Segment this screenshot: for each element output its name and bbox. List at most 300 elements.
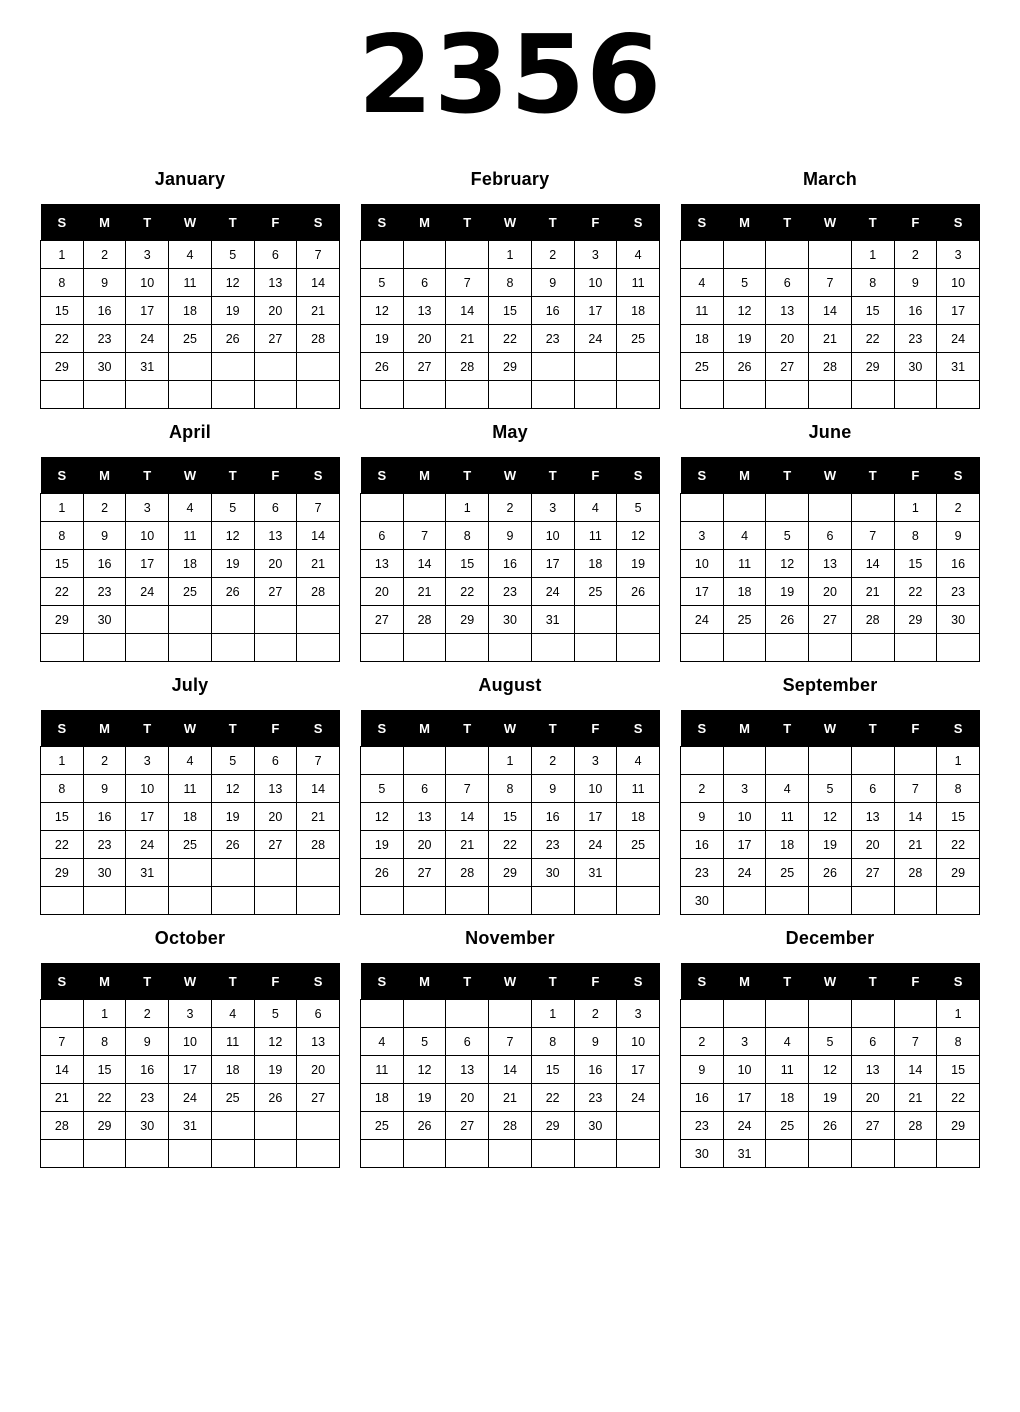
day-cell[interactable]: 25 — [169, 831, 212, 859]
day-cell[interactable]: 18 — [681, 325, 724, 353]
day-cell[interactable]: 7 — [297, 747, 340, 775]
day-cell[interactable]: 8 — [83, 1028, 126, 1056]
day-cell[interactable]: 24 — [126, 831, 169, 859]
day-cell[interactable]: 17 — [574, 297, 617, 325]
day-cell[interactable]: 9 — [681, 1056, 724, 1084]
day-cell[interactable]: 25 — [723, 606, 766, 634]
day-cell[interactable]: 25 — [361, 1112, 404, 1140]
day-cell[interactable]: 6 — [766, 269, 809, 297]
day-cell[interactable]: 11 — [766, 803, 809, 831]
day-cell[interactable]: 16 — [489, 550, 532, 578]
day-cell[interactable]: 11 — [766, 1056, 809, 1084]
day-cell[interactable]: 19 — [361, 831, 404, 859]
day-cell[interactable]: 1 — [851, 241, 894, 269]
day-cell[interactable]: 2 — [126, 1000, 169, 1028]
day-cell[interactable]: 22 — [41, 831, 84, 859]
day-cell[interactable]: 1 — [446, 494, 489, 522]
day-cell[interactable]: 10 — [531, 522, 574, 550]
day-cell[interactable]: 13 — [766, 297, 809, 325]
day-cell[interactable]: 18 — [574, 550, 617, 578]
day-cell[interactable]: 22 — [446, 578, 489, 606]
day-cell[interactable]: 30 — [681, 1140, 724, 1168]
day-cell[interactable]: 13 — [446, 1056, 489, 1084]
day-cell[interactable]: 9 — [894, 269, 937, 297]
day-cell[interactable]: 26 — [361, 859, 404, 887]
day-cell[interactable]: 18 — [617, 803, 660, 831]
day-cell[interactable]: 13 — [851, 1056, 894, 1084]
day-cell[interactable]: 19 — [617, 550, 660, 578]
day-cell[interactable]: 17 — [681, 578, 724, 606]
day-cell[interactable]: 10 — [126, 522, 169, 550]
day-cell[interactable]: 24 — [574, 831, 617, 859]
day-cell[interactable]: 19 — [403, 1084, 446, 1112]
day-cell[interactable]: 13 — [254, 522, 297, 550]
day-cell[interactable]: 14 — [446, 297, 489, 325]
day-cell[interactable]: 11 — [169, 775, 212, 803]
day-cell[interactable]: 19 — [766, 578, 809, 606]
day-cell[interactable]: 8 — [937, 775, 980, 803]
day-cell[interactable]: 14 — [894, 803, 937, 831]
day-cell[interactable]: 23 — [489, 578, 532, 606]
day-cell[interactable]: 19 — [361, 325, 404, 353]
day-cell[interactable]: 20 — [446, 1084, 489, 1112]
day-cell[interactable]: 22 — [937, 831, 980, 859]
day-cell[interactable]: 15 — [41, 550, 84, 578]
day-cell[interactable]: 1 — [894, 494, 937, 522]
day-cell[interactable]: 1 — [41, 241, 84, 269]
day-cell[interactable]: 9 — [574, 1028, 617, 1056]
day-cell[interactable]: 5 — [211, 494, 254, 522]
day-cell[interactable]: 1 — [489, 747, 532, 775]
day-cell[interactable]: 8 — [41, 269, 84, 297]
day-cell[interactable]: 11 — [617, 269, 660, 297]
day-cell[interactable]: 10 — [574, 775, 617, 803]
day-cell[interactable]: 11 — [361, 1056, 404, 1084]
day-cell[interactable]: 13 — [297, 1028, 340, 1056]
day-cell[interactable]: 28 — [851, 606, 894, 634]
day-cell[interactable]: 6 — [254, 494, 297, 522]
day-cell[interactable]: 23 — [574, 1084, 617, 1112]
day-cell[interactable]: 12 — [211, 269, 254, 297]
day-cell[interactable]: 18 — [169, 297, 212, 325]
day-cell[interactable]: 4 — [617, 241, 660, 269]
day-cell[interactable]: 10 — [723, 803, 766, 831]
day-cell[interactable]: 18 — [211, 1056, 254, 1084]
day-cell[interactable]: 13 — [403, 803, 446, 831]
day-cell[interactable]: 28 — [446, 859, 489, 887]
day-cell[interactable]: 24 — [617, 1084, 660, 1112]
day-cell[interactable]: 14 — [41, 1056, 84, 1084]
day-cell[interactable]: 12 — [809, 1056, 852, 1084]
day-cell[interactable]: 3 — [617, 1000, 660, 1028]
day-cell[interactable]: 2 — [894, 241, 937, 269]
day-cell[interactable]: 20 — [297, 1056, 340, 1084]
day-cell[interactable]: 27 — [254, 325, 297, 353]
day-cell[interactable]: 7 — [894, 775, 937, 803]
day-cell[interactable]: 12 — [617, 522, 660, 550]
day-cell[interactable]: 30 — [531, 859, 574, 887]
day-cell[interactable]: 2 — [83, 494, 126, 522]
day-cell[interactable]: 23 — [531, 325, 574, 353]
day-cell[interactable]: 2 — [531, 241, 574, 269]
day-cell[interactable]: 8 — [489, 775, 532, 803]
day-cell[interactable]: 7 — [446, 775, 489, 803]
day-cell[interactable]: 6 — [254, 241, 297, 269]
day-cell[interactable]: 4 — [617, 747, 660, 775]
day-cell[interactable]: 10 — [681, 550, 724, 578]
day-cell[interactable]: 25 — [169, 578, 212, 606]
day-cell[interactable]: 5 — [211, 241, 254, 269]
day-cell[interactable]: 2 — [531, 747, 574, 775]
day-cell[interactable]: 31 — [126, 353, 169, 381]
day-cell[interactable]: 5 — [766, 522, 809, 550]
day-cell[interactable]: 17 — [574, 803, 617, 831]
day-cell[interactable]: 4 — [766, 775, 809, 803]
day-cell[interactable]: 20 — [254, 297, 297, 325]
day-cell[interactable]: 30 — [83, 859, 126, 887]
day-cell[interactable]: 16 — [83, 803, 126, 831]
day-cell[interactable]: 13 — [254, 775, 297, 803]
day-cell[interactable]: 15 — [489, 297, 532, 325]
day-cell[interactable]: 5 — [211, 747, 254, 775]
day-cell[interactable]: 2 — [83, 747, 126, 775]
day-cell[interactable]: 28 — [446, 353, 489, 381]
day-cell[interactable]: 25 — [211, 1084, 254, 1112]
day-cell[interactable]: 27 — [851, 859, 894, 887]
day-cell[interactable]: 14 — [403, 550, 446, 578]
day-cell[interactable]: 18 — [766, 831, 809, 859]
day-cell[interactable]: 25 — [617, 325, 660, 353]
day-cell[interactable]: 21 — [809, 325, 852, 353]
day-cell[interactable]: 3 — [126, 747, 169, 775]
day-cell[interactable]: 23 — [83, 325, 126, 353]
day-cell[interactable]: 31 — [574, 859, 617, 887]
day-cell[interactable]: 31 — [531, 606, 574, 634]
day-cell[interactable]: 18 — [617, 297, 660, 325]
day-cell[interactable]: 29 — [83, 1112, 126, 1140]
day-cell[interactable]: 9 — [681, 803, 724, 831]
day-cell[interactable]: 29 — [41, 606, 84, 634]
day-cell[interactable]: 14 — [851, 550, 894, 578]
day-cell[interactable]: 31 — [723, 1140, 766, 1168]
day-cell[interactable]: 17 — [126, 297, 169, 325]
day-cell[interactable]: 25 — [617, 831, 660, 859]
day-cell[interactable]: 13 — [851, 803, 894, 831]
day-cell[interactable]: 26 — [361, 353, 404, 381]
day-cell[interactable]: 24 — [126, 578, 169, 606]
day-cell[interactable]: 19 — [809, 1084, 852, 1112]
day-cell[interactable]: 10 — [126, 775, 169, 803]
day-cell[interactable]: 9 — [83, 775, 126, 803]
day-cell[interactable]: 9 — [126, 1028, 169, 1056]
day-cell[interactable]: 8 — [41, 775, 84, 803]
day-cell[interactable]: 26 — [809, 859, 852, 887]
day-cell[interactable]: 8 — [489, 269, 532, 297]
day-cell[interactable]: 3 — [126, 241, 169, 269]
day-cell[interactable]: 5 — [809, 775, 852, 803]
day-cell[interactable]: 3 — [126, 494, 169, 522]
day-cell[interactable]: 7 — [297, 241, 340, 269]
day-cell[interactable]: 30 — [894, 353, 937, 381]
day-cell[interactable]: 21 — [446, 831, 489, 859]
day-cell[interactable]: 14 — [297, 522, 340, 550]
day-cell[interactable]: 6 — [446, 1028, 489, 1056]
day-cell[interactable]: 15 — [489, 803, 532, 831]
day-cell[interactable]: 21 — [297, 550, 340, 578]
day-cell[interactable]: 27 — [766, 353, 809, 381]
day-cell[interactable]: 9 — [83, 269, 126, 297]
day-cell[interactable]: 26 — [723, 353, 766, 381]
day-cell[interactable]: 20 — [851, 1084, 894, 1112]
day-cell[interactable]: 29 — [894, 606, 937, 634]
day-cell[interactable]: 26 — [254, 1084, 297, 1112]
day-cell[interactable]: 7 — [851, 522, 894, 550]
day-cell[interactable]: 2 — [681, 775, 724, 803]
day-cell[interactable]: 27 — [254, 578, 297, 606]
day-cell[interactable]: 21 — [297, 803, 340, 831]
day-cell[interactable]: 6 — [851, 1028, 894, 1056]
day-cell[interactable]: 31 — [937, 353, 980, 381]
day-cell[interactable]: 27 — [403, 353, 446, 381]
day-cell[interactable]: 14 — [489, 1056, 532, 1084]
day-cell[interactable]: 21 — [894, 1084, 937, 1112]
day-cell[interactable]: 22 — [41, 578, 84, 606]
day-cell[interactable]: 3 — [723, 1028, 766, 1056]
day-cell[interactable]: 31 — [169, 1112, 212, 1140]
day-cell[interactable]: 28 — [403, 606, 446, 634]
day-cell[interactable]: 26 — [617, 578, 660, 606]
day-cell[interactable]: 19 — [809, 831, 852, 859]
day-cell[interactable]: 30 — [937, 606, 980, 634]
day-cell[interactable]: 7 — [894, 1028, 937, 1056]
day-cell[interactable]: 5 — [617, 494, 660, 522]
day-cell[interactable]: 21 — [41, 1084, 84, 1112]
day-cell[interactable]: 4 — [169, 494, 212, 522]
day-cell[interactable]: 4 — [681, 269, 724, 297]
day-cell[interactable]: 26 — [211, 831, 254, 859]
day-cell[interactable]: 16 — [83, 297, 126, 325]
day-cell[interactable]: 7 — [403, 522, 446, 550]
day-cell[interactable]: 27 — [403, 859, 446, 887]
day-cell[interactable]: 25 — [766, 859, 809, 887]
day-cell[interactable]: 11 — [681, 297, 724, 325]
day-cell[interactable]: 22 — [489, 831, 532, 859]
day-cell[interactable]: 22 — [531, 1084, 574, 1112]
day-cell[interactable]: 13 — [254, 269, 297, 297]
day-cell[interactable]: 11 — [723, 550, 766, 578]
day-cell[interactable]: 29 — [937, 1112, 980, 1140]
day-cell[interactable]: 4 — [169, 747, 212, 775]
day-cell[interactable]: 7 — [297, 494, 340, 522]
day-cell[interactable]: 16 — [126, 1056, 169, 1084]
day-cell[interactable]: 27 — [851, 1112, 894, 1140]
day-cell[interactable]: 22 — [41, 325, 84, 353]
day-cell[interactable]: 6 — [809, 522, 852, 550]
day-cell[interactable]: 6 — [851, 775, 894, 803]
day-cell[interactable]: 24 — [169, 1084, 212, 1112]
day-cell[interactable]: 17 — [126, 803, 169, 831]
day-cell[interactable]: 23 — [894, 325, 937, 353]
day-cell[interactable]: 19 — [211, 803, 254, 831]
day-cell[interactable]: 13 — [809, 550, 852, 578]
day-cell[interactable]: 22 — [894, 578, 937, 606]
day-cell[interactable]: 20 — [254, 550, 297, 578]
day-cell[interactable]: 20 — [766, 325, 809, 353]
day-cell[interactable]: 7 — [446, 269, 489, 297]
day-cell[interactable]: 17 — [723, 831, 766, 859]
day-cell[interactable]: 19 — [723, 325, 766, 353]
day-cell[interactable]: 16 — [681, 1084, 724, 1112]
day-cell[interactable]: 16 — [531, 297, 574, 325]
day-cell[interactable]: 3 — [574, 747, 617, 775]
day-cell[interactable]: 23 — [126, 1084, 169, 1112]
day-cell[interactable]: 30 — [126, 1112, 169, 1140]
day-cell[interactable]: 25 — [766, 1112, 809, 1140]
day-cell[interactable]: 18 — [361, 1084, 404, 1112]
day-cell[interactable]: 3 — [531, 494, 574, 522]
day-cell[interactable]: 22 — [937, 1084, 980, 1112]
day-cell[interactable]: 15 — [937, 803, 980, 831]
day-cell[interactable]: 20 — [809, 578, 852, 606]
day-cell[interactable]: 16 — [894, 297, 937, 325]
day-cell[interactable]: 12 — [766, 550, 809, 578]
day-cell[interactable]: 27 — [297, 1084, 340, 1112]
day-cell[interactable]: 29 — [489, 353, 532, 381]
day-cell[interactable]: 1 — [41, 494, 84, 522]
day-cell[interactable]: 26 — [403, 1112, 446, 1140]
day-cell[interactable]: 30 — [83, 353, 126, 381]
day-cell[interactable]: 21 — [403, 578, 446, 606]
day-cell[interactable]: 1 — [83, 1000, 126, 1028]
day-cell[interactable]: 12 — [211, 522, 254, 550]
day-cell[interactable]: 7 — [41, 1028, 84, 1056]
day-cell[interactable]: 6 — [297, 1000, 340, 1028]
day-cell[interactable]: 28 — [894, 859, 937, 887]
day-cell[interactable]: 1 — [41, 747, 84, 775]
day-cell[interactable]: 20 — [254, 803, 297, 831]
day-cell[interactable]: 12 — [361, 297, 404, 325]
day-cell[interactable]: 16 — [574, 1056, 617, 1084]
day-cell[interactable]: 18 — [169, 550, 212, 578]
day-cell[interactable]: 19 — [211, 550, 254, 578]
day-cell[interactable]: 1 — [531, 1000, 574, 1028]
day-cell[interactable]: 18 — [766, 1084, 809, 1112]
day-cell[interactable]: 4 — [211, 1000, 254, 1028]
day-cell[interactable]: 5 — [809, 1028, 852, 1056]
day-cell[interactable]: 6 — [254, 747, 297, 775]
day-cell[interactable]: 17 — [531, 550, 574, 578]
day-cell[interactable]: 14 — [446, 803, 489, 831]
day-cell[interactable]: 9 — [531, 269, 574, 297]
day-cell[interactable]: 16 — [681, 831, 724, 859]
day-cell[interactable]: 5 — [723, 269, 766, 297]
day-cell[interactable]: 15 — [446, 550, 489, 578]
day-cell[interactable]: 3 — [723, 775, 766, 803]
day-cell[interactable]: 8 — [41, 522, 84, 550]
day-cell[interactable]: 30 — [574, 1112, 617, 1140]
day-cell[interactable]: 26 — [766, 606, 809, 634]
day-cell[interactable]: 24 — [126, 325, 169, 353]
day-cell[interactable]: 28 — [489, 1112, 532, 1140]
day-cell[interactable]: 10 — [169, 1028, 212, 1056]
day-cell[interactable]: 29 — [851, 353, 894, 381]
day-cell[interactable]: 4 — [723, 522, 766, 550]
day-cell[interactable]: 12 — [254, 1028, 297, 1056]
day-cell[interactable]: 17 — [723, 1084, 766, 1112]
day-cell[interactable]: 8 — [446, 522, 489, 550]
day-cell[interactable]: 9 — [489, 522, 532, 550]
day-cell[interactable]: 6 — [361, 522, 404, 550]
day-cell[interactable]: 12 — [403, 1056, 446, 1084]
day-cell[interactable]: 17 — [617, 1056, 660, 1084]
day-cell[interactable]: 11 — [211, 1028, 254, 1056]
day-cell[interactable]: 25 — [681, 353, 724, 381]
day-cell[interactable]: 3 — [937, 241, 980, 269]
day-cell[interactable]: 1 — [489, 241, 532, 269]
day-cell[interactable]: 28 — [41, 1112, 84, 1140]
day-cell[interactable]: 28 — [297, 831, 340, 859]
day-cell[interactable]: 18 — [723, 578, 766, 606]
day-cell[interactable]: 2 — [489, 494, 532, 522]
day-cell[interactable]: 27 — [809, 606, 852, 634]
day-cell[interactable]: 7 — [489, 1028, 532, 1056]
day-cell[interactable]: 5 — [254, 1000, 297, 1028]
day-cell[interactable]: 27 — [361, 606, 404, 634]
day-cell[interactable]: 5 — [403, 1028, 446, 1056]
day-cell[interactable]: 15 — [83, 1056, 126, 1084]
day-cell[interactable]: 29 — [41, 859, 84, 887]
day-cell[interactable]: 16 — [531, 803, 574, 831]
day-cell[interactable]: 17 — [126, 550, 169, 578]
day-cell[interactable]: 24 — [937, 325, 980, 353]
day-cell[interactable]: 15 — [41, 297, 84, 325]
day-cell[interactable]: 23 — [937, 578, 980, 606]
day-cell[interactable]: 24 — [723, 859, 766, 887]
day-cell[interactable]: 4 — [574, 494, 617, 522]
day-cell[interactable]: 28 — [809, 353, 852, 381]
day-cell[interactable]: 21 — [894, 831, 937, 859]
day-cell[interactable]: 15 — [937, 1056, 980, 1084]
day-cell[interactable]: 15 — [531, 1056, 574, 1084]
day-cell[interactable]: 20 — [361, 578, 404, 606]
day-cell[interactable]: 17 — [169, 1056, 212, 1084]
day-cell[interactable]: 9 — [83, 522, 126, 550]
day-cell[interactable]: 23 — [83, 578, 126, 606]
day-cell[interactable]: 11 — [574, 522, 617, 550]
day-cell[interactable]: 13 — [403, 297, 446, 325]
day-cell[interactable]: 23 — [681, 859, 724, 887]
day-cell[interactable]: 8 — [851, 269, 894, 297]
day-cell[interactable]: 30 — [681, 887, 724, 915]
day-cell[interactable]: 16 — [937, 550, 980, 578]
day-cell[interactable]: 10 — [617, 1028, 660, 1056]
day-cell[interactable]: 15 — [851, 297, 894, 325]
day-cell[interactable]: 10 — [723, 1056, 766, 1084]
day-cell[interactable]: 17 — [937, 297, 980, 325]
day-cell[interactable]: 24 — [723, 1112, 766, 1140]
day-cell[interactable]: 14 — [297, 269, 340, 297]
day-cell[interactable]: 7 — [809, 269, 852, 297]
day-cell[interactable]: 26 — [211, 578, 254, 606]
day-cell[interactable]: 3 — [574, 241, 617, 269]
day-cell[interactable]: 27 — [254, 831, 297, 859]
day-cell[interactable]: 4 — [766, 1028, 809, 1056]
day-cell[interactable]: 2 — [83, 241, 126, 269]
day-cell[interactable]: 6 — [403, 775, 446, 803]
day-cell[interactable]: 12 — [809, 803, 852, 831]
day-cell[interactable]: 29 — [41, 353, 84, 381]
day-cell[interactable]: 29 — [531, 1112, 574, 1140]
